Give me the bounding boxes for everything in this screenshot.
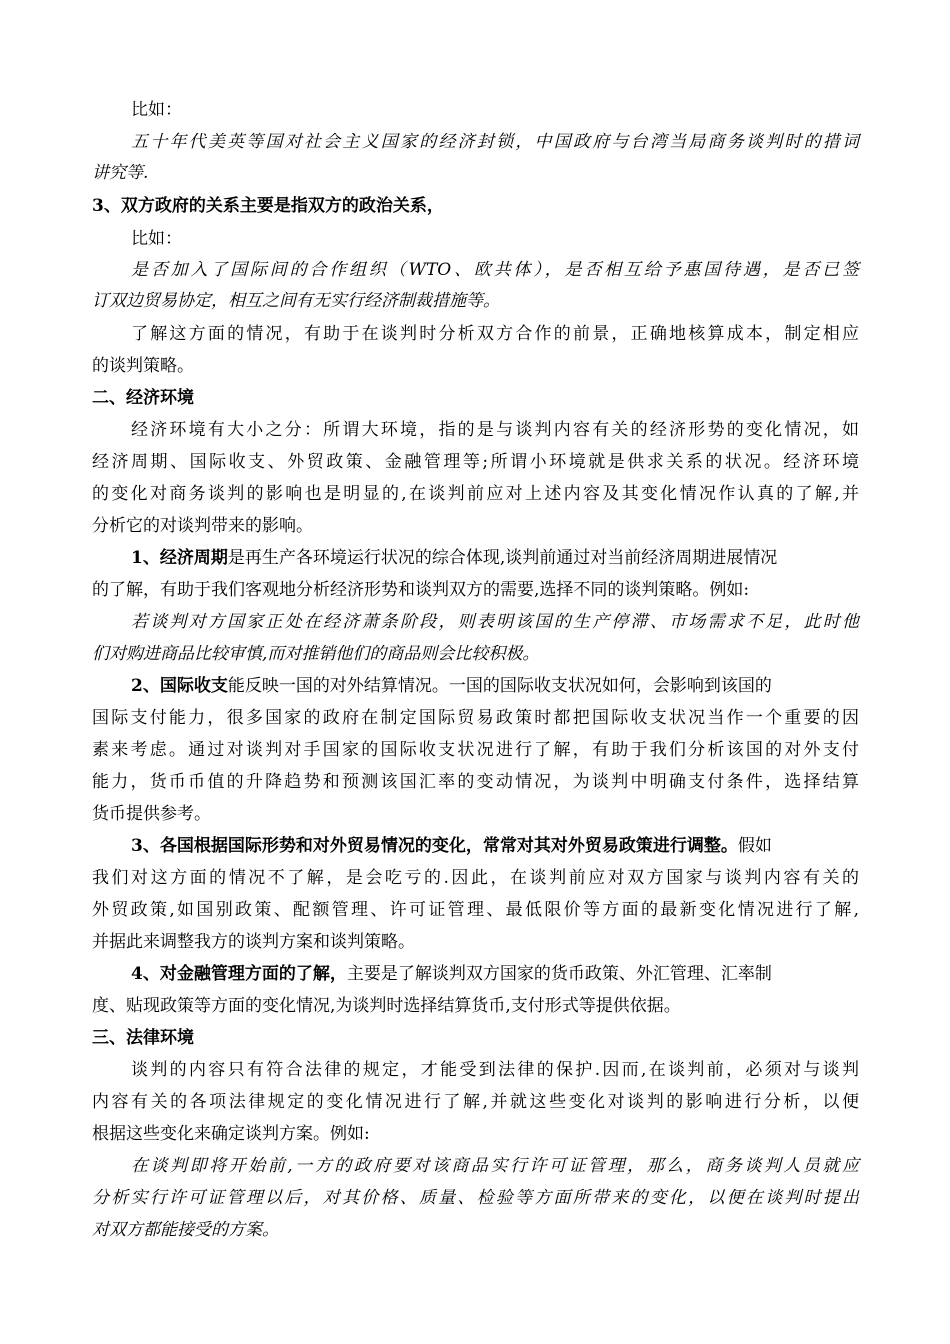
paragraph-line: 分析实行许可证管理以后，对其价格、质量、检验等方面所带来的变化，以便在谈判时提出 — [92, 1188, 859, 1208]
paragraph-line: 的变化对商务谈判的影响也是明显的,在谈判前应对上述内容及其变化情况作认真的了解,并 — [92, 484, 859, 504]
paragraph-line: 是否加入了国际间的合作组织（WTO、欧共体），是否相互给予惠国待遇，是否已签 — [131, 260, 859, 280]
paragraph-line: 并据此来调整我方的谈判方案和谈判策略。 — [92, 932, 415, 952]
paragraph-line: 我们对这方面的情况不了解，是会吃亏的.因此，在谈判前应对双方国家与谈判内容有关的 — [92, 868, 859, 888]
paragraph-line: 对双方都能接受的方案。 — [92, 1220, 279, 1240]
paragraph-line: 2、国际收支能反映一国的对外结算情况。一国的国际收支状况如何，会影响到该国的 — [131, 676, 772, 696]
paragraph-line: 了解这方面的情况，有助于在谈判时分析双方合作的前景，正确地核算成本，制定相应 — [131, 324, 859, 344]
paragraph-line: 的谈判策略。 — [92, 356, 194, 376]
paragraph-line: 分析它的对谈判带来的影响。 — [92, 516, 313, 536]
paragraph-line: 若谈判对方国家正处在经济萧条阶段，则表明该国的生产停滞、市场需求不足，此时他 — [131, 612, 859, 632]
paragraph-line: 外贸政策,如国别政策、配额管理、许可证管理、最低限价等方面的最新变化情况进行了解, — [92, 900, 859, 920]
paragraph-line: 能力，货币币值的升降趋势和预测该国汇率的变动情况，为谈判中明确支付条件，选择结算 — [92, 772, 859, 792]
paragraph-line: 国际支付能力，很多国家的政府在制定国际贸易政策时都把国际收支状况当作一个重要的因 — [92, 708, 859, 728]
paragraph-line: 在谈判即将开始前,一方的政府要对该商品实行许可证管理，那么，商务谈判人员就应 — [131, 1156, 859, 1176]
paragraph-line: 的了解，有助于我们客观地分析经济形势和谈判双方的需要,选择不同的谈判策略。例如: — [92, 580, 750, 600]
paragraph-line: 五十年代美英等国对社会主义国家的经济封锁，中国政府与台湾当局商务谈判时的措词 — [131, 132, 859, 152]
paragraph-line: 4、对金融管理方面的了解，主要是了解谈判双方国家的货币政策、外汇管理、汇率制 — [131, 964, 772, 984]
paragraph-line: 比如： — [131, 229, 182, 249]
paragraph-line: 订双边贸易协定，相互之间有无实行经济制裁措施等。 — [92, 291, 500, 311]
paragraph-line: 度、贴现政策等方面的变化情况,为谈判时选择结算货币,支付形式等提供依据。 — [92, 996, 681, 1016]
paragraph-line: 经济周期、国际收支、外贸政策、金融管理等;所谓小环境就是供求关系的状况。经济环境 — [92, 452, 859, 472]
paragraph-line: 3、各国根据国际形势和对外贸易情况的变化，常常对其对外贸易政策进行调整。假如 — [131, 836, 772, 856]
section-heading: 三、法律环境 — [92, 1028, 194, 1048]
paragraph-line: 根据这些变化来确定谈判方案。例如: — [92, 1124, 370, 1144]
paragraph-line: 素来考虑。通过对谈判对手国家的国际收支状况进行了解，有助于我们分析该国的对外支付 — [92, 740, 859, 760]
paragraph-line: 1、经济周期是再生产各环境运行状况的综合体现,谈判前通过对当前经济周期进展情况 — [131, 548, 778, 568]
paragraph-line: 讲究等. — [92, 163, 149, 183]
paragraph-line: 内容有关的各项法律规定的变化情况进行了解,并就这些变化对谈判的影响进行分析，以便 — [92, 1092, 859, 1112]
section-heading: 二、经济环境 — [92, 388, 194, 408]
paragraph-line: 货币提供参考。 — [92, 804, 211, 824]
paragraph-line: 比如： — [131, 100, 182, 120]
section-heading: 3、双方政府的关系主要是指双方的政治关系， — [92, 196, 444, 216]
paragraph-line: 谈判的内容只有符合法律的规定，才能受到法律的保护.因而,在谈判前，必须对与谈判 — [131, 1060, 859, 1080]
paragraph-line: 经济环境有大小之分：所谓大环境，指的是与谈判内容有关的经济形势的变化情况，如 — [131, 420, 859, 440]
paragraph-line: 们对购进商品比较审慎,而对推销他们的商品则会比较积极。 — [92, 644, 540, 664]
